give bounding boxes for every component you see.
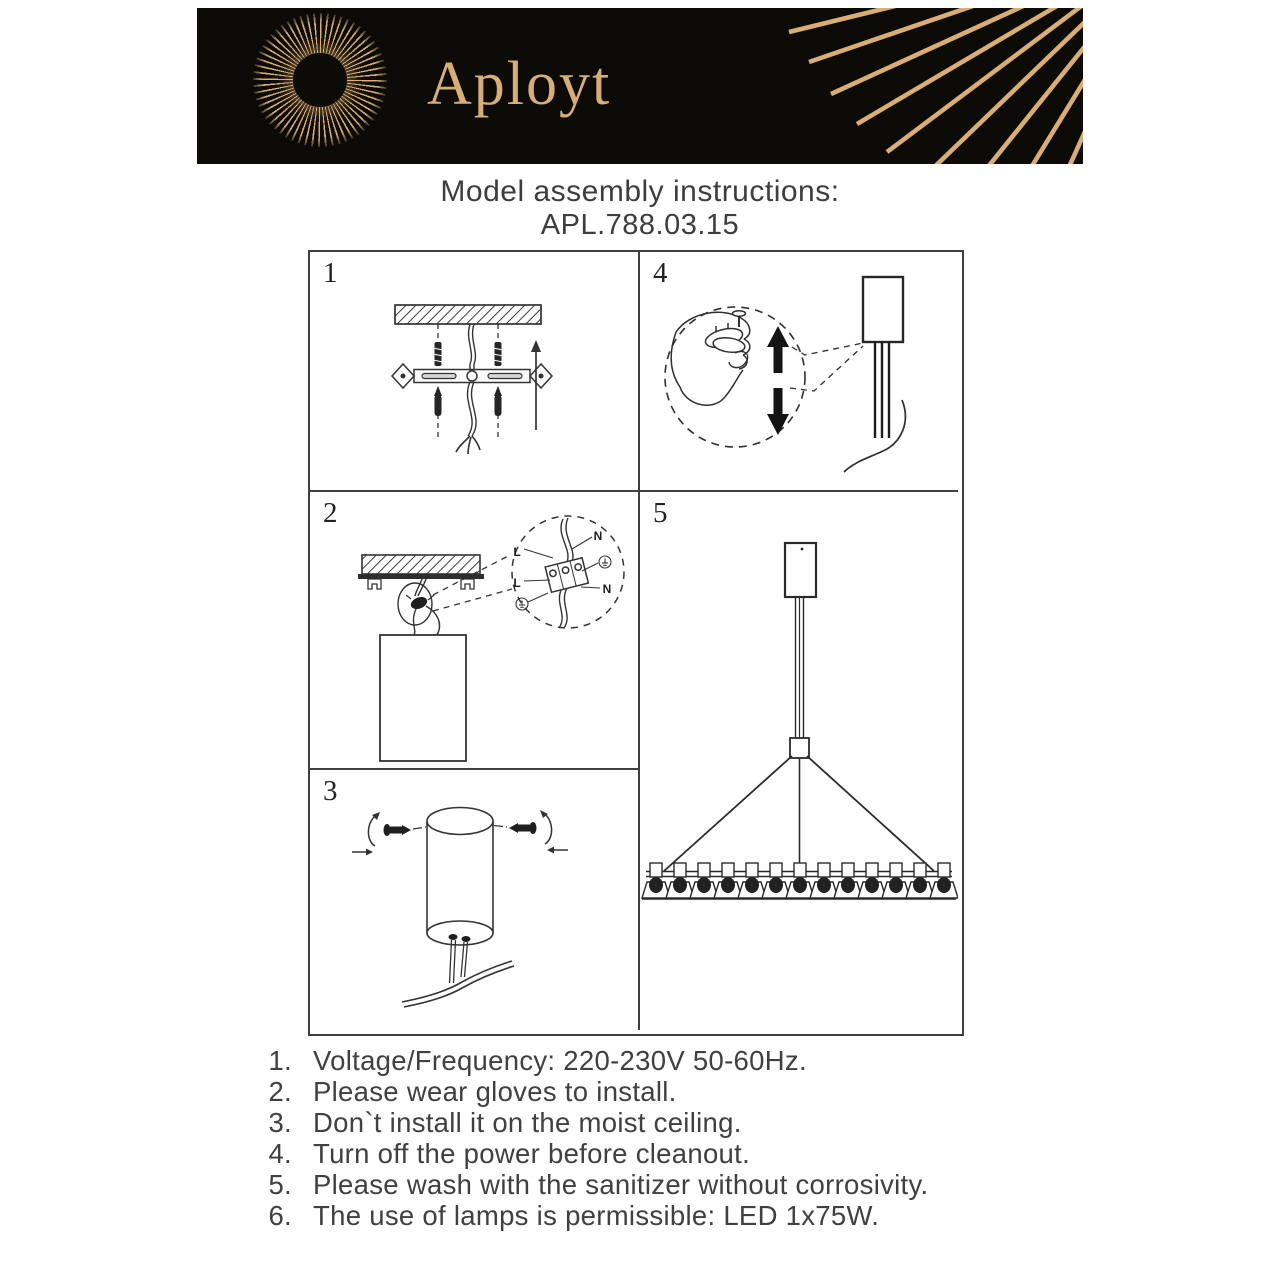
panel-step-3 (310, 770, 640, 1030)
note-text: Turn off the power before cleanout. (313, 1138, 751, 1169)
step-number: 3 (323, 775, 338, 807)
panel-step-1 (310, 252, 640, 492)
note-item (256, 1076, 1036, 1107)
brand-banner (197, 8, 1083, 164)
panel5-drawing-assembled-luminaire (640, 492, 958, 1030)
note-item (256, 1045, 1036, 1076)
panel-step-5 (640, 492, 958, 1030)
wire-label-n-top: N (593, 529, 603, 543)
note-number: 4. (268, 1138, 292, 1169)
wire-label-n-bottom: N (602, 582, 612, 596)
note-text: The use of lamps is permissible: LED 1x75W. (313, 1200, 880, 1231)
note-text: Don`t install it on the moist ceiling. (313, 1107, 742, 1138)
model-number: APL.788.03.15 (540, 209, 740, 241)
note-number: 3. (268, 1107, 292, 1138)
gold-rays-decoration-icon (197, 8, 1083, 164)
note-item (256, 1107, 1036, 1138)
panel3-drawing-cover-screws (310, 770, 638, 1030)
panel-step-4 (640, 252, 958, 492)
panel2-drawing-wiring-connection (310, 492, 638, 768)
note-text: Voltage/Frequency: 220-230V 50-60Hz. (313, 1045, 807, 1076)
step-number: 2 (323, 497, 338, 529)
note-text: Please wear gloves to install. (313, 1076, 677, 1107)
panel-step-2 (310, 492, 640, 770)
wire-label-l-bottom: L (513, 576, 521, 590)
brand-name: Aployt (427, 50, 612, 118)
wire-label-l-top: L (513, 545, 521, 559)
note-item (256, 1169, 1036, 1200)
step-number: 1 (323, 257, 338, 289)
step-number: 5 (653, 497, 668, 529)
note-item (256, 1200, 1036, 1231)
title-line-1: Model assembly instructions: (440, 175, 840, 208)
step-number: 4 (653, 257, 668, 289)
note-item (256, 1138, 1036, 1169)
panel4-drawing-height-adjust (640, 252, 958, 490)
note-number: 5. (268, 1169, 292, 1200)
note-text: Please wash with the sanitizer without corrosivity. (313, 1169, 929, 1200)
note-number: 1. (268, 1045, 292, 1076)
page-title (0, 175, 1280, 242)
instruction-notes-list (256, 1045, 1036, 1231)
note-number: 2. (268, 1076, 292, 1107)
panel1-drawing-bracket-mounting (310, 252, 638, 490)
note-number: 6. (268, 1200, 292, 1231)
instruction-grid (308, 250, 964, 1036)
